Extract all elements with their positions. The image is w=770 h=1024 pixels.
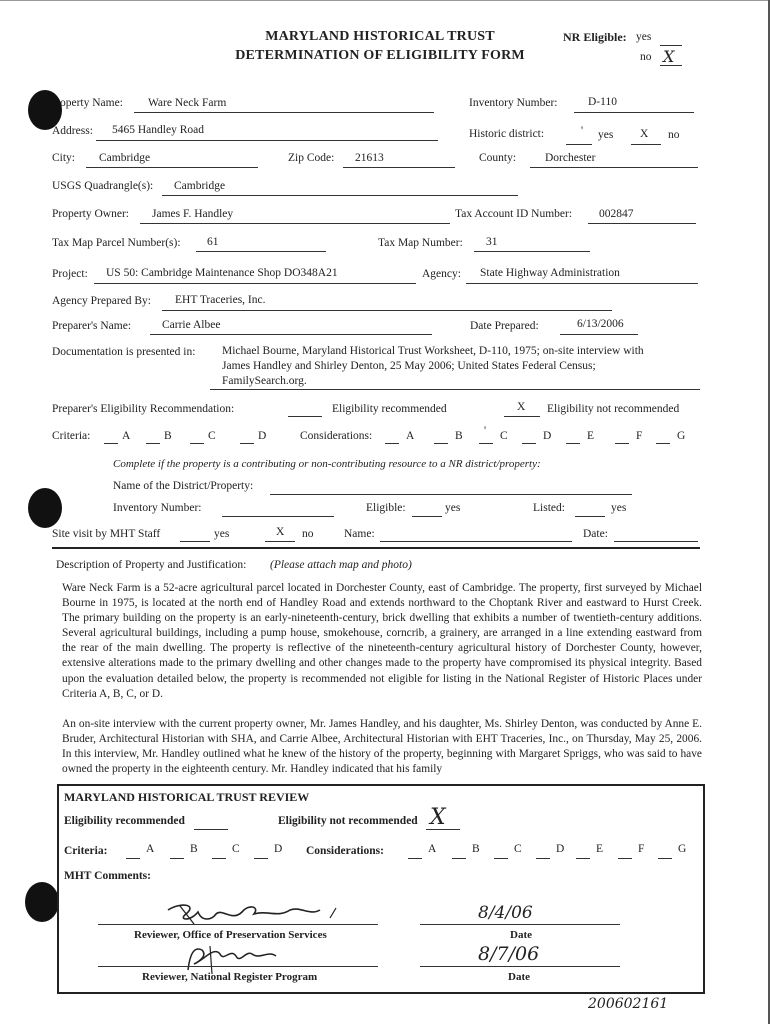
historic-district-label: Historic district: [469, 128, 545, 140]
reviewer-1-label: Reviewer, Office of Preservation Services [134, 929, 327, 941]
listed-yes: yes [611, 502, 627, 514]
site-visit-name-line [380, 541, 572, 542]
inventory-number-line [574, 112, 694, 113]
consid-d-line [522, 443, 536, 444]
criteria-c-line [190, 443, 204, 444]
review-not-recommended-line [426, 829, 460, 830]
punch-hole-bottom [25, 882, 59, 922]
reviewer-2-label: Reviewer, National Register Program [142, 971, 318, 983]
review-consid-a: A [428, 843, 437, 855]
site-visit-name-label: Name: [344, 528, 375, 540]
review-criteria-c: C [232, 843, 240, 855]
historic-no-line [631, 144, 661, 145]
description-paragraph-1: Ware Neck Farm is a 52-acre agricultural parcel located in Dorchester County, east of Cambridge. The property, first surveyed by Michael Bourne in 1975, is located at the north end of Handley Road and extends northward to the Choptank River and eastward to Hurst Creek. The primary building on the property is an early-nineteenth-century, brick dwelling that exhibits a number of twentieth-century additions. Several agricultural buildings, including a pump house, smokehouse, corncrib, a grainery, are arranged in a line extending eastward from the rear of the main dwelling. The property is reflective of the nineteenth-century agricultural history of Dorchester County, however, extensive alterations made to the primary dwelling and other changes made to the property have compromised its physical integrity. Based upon the evaluation detailed below, the property is recommended not eligible for listing in the National Register of Historic Places under Criteria A, B, C, or D. [62, 582, 702, 700]
property-name-label: operty Name: [60, 97, 123, 109]
form-title: MARYLAND HISTORICAL TRUST [265, 29, 495, 44]
owner-line [140, 223, 450, 224]
nr-eligible-label: NR Eligible: [563, 30, 627, 44]
review-criteria-a-line [126, 858, 140, 859]
consid-d: D [543, 430, 552, 442]
description-label: Description of Property and Justification: [56, 559, 247, 571]
site-visit-label: Site visit by MHT Staff [52, 528, 161, 540]
eligible-line [412, 516, 442, 517]
county-line [530, 167, 698, 168]
nr-no-mark: X [663, 47, 675, 66]
property-name-line [134, 112, 434, 113]
parcel-label: Tax Map Parcel Number(s): [52, 237, 181, 249]
review-consid-b: B [472, 843, 480, 855]
date-prepared-label: Date Prepared: [470, 320, 539, 332]
date-2-line [420, 966, 620, 967]
city-label: City: [52, 152, 76, 164]
agency-line [466, 283, 698, 284]
tax-account-line [588, 223, 696, 224]
review-criteria-b: B [190, 843, 198, 855]
nr-no: no [640, 51, 652, 63]
usgs-value: Cambridge [174, 180, 226, 192]
page-top-edge [0, 0, 770, 1]
zip-line [343, 167, 455, 168]
eligible-label: Eligible: [366, 502, 406, 514]
consid-e: E [587, 430, 595, 442]
criteria-d: D [258, 430, 267, 442]
historic-yes-mark: ' [581, 125, 584, 137]
review-consid-e-line [576, 858, 590, 859]
criteria-d-line [240, 443, 254, 444]
documentation-line-2: James Handley and Shirley Denton, 25 May 2006; United States Federal Census; [222, 360, 596, 372]
form-subtitle: DETERMINATION OF ELIGIBILITY FORM [235, 48, 525, 63]
description-note: (Please attach map and photo) [270, 559, 412, 571]
footer-id: 200602161 [588, 996, 669, 1012]
listed-line [575, 516, 605, 517]
not-recommended-mark: X [517, 401, 526, 413]
documentation-line [210, 389, 700, 390]
historic-yes-line [566, 144, 592, 145]
criteria-c: C [208, 430, 216, 442]
criteria-a-line [104, 443, 118, 444]
review-consid-g-line [658, 858, 672, 859]
site-visit-no-line [265, 541, 295, 542]
eligible-yes: yes [445, 502, 461, 514]
review-considerations-label: Considerations: [306, 845, 384, 857]
considerations-label: Considerations: [300, 430, 373, 442]
review-criteria-d-line [254, 858, 268, 859]
agency-value: State Highway Administration [480, 267, 620, 279]
consid-a: A [406, 430, 415, 442]
documentation-line-3: FamilySearch.org. [222, 375, 307, 387]
tax-map-line [474, 251, 590, 252]
review-criteria-a: A [146, 843, 155, 855]
review-consid-g: G [678, 843, 687, 855]
county-label: County: [479, 152, 517, 164]
criteria-b: B [164, 430, 172, 442]
review-criteria-c-line [212, 858, 226, 859]
review-consid-c-line [494, 858, 508, 859]
zip-value: 21613 [355, 152, 384, 164]
review-criteria-label: Criteria: [64, 845, 108, 857]
review-not-recommended-mark: X [430, 805, 446, 830]
description-paragraph-2: An on-site interview with the current property owner, Mr. James Handley, and his daughter, Ms. Shirley Denton, was conducted by Anne E. Bruder, Architectural Historian with SHA, and Carrie Albee, Architectural Historian with EHT Traceries, Inc., on Thursday, May 25, 2006. In this interview, Mr. Handley outlined what he knew of the history of the property, beginning with Margaret Spriggs, who was said to have owned the property in the eighteenth century. Mr. Handley indicated that his family [62, 718, 702, 776]
contrib-inventory-label: Inventory Number: [113, 502, 202, 514]
owner-label: Property Owner: [52, 208, 129, 220]
consid-g: G [677, 430, 686, 442]
criteria-a: A [122, 430, 131, 442]
parcel-value: 61 [207, 236, 219, 248]
tax-account-label: Tax Account ID Number: [455, 208, 573, 220]
contrib-inventory-line [222, 516, 334, 517]
documentation-line-1: Michael Bourne, Maryland Historical Trust Worksheet, D-110, 1975; on-site interview with [222, 345, 644, 357]
consid-c-line [479, 443, 493, 444]
reviewer-1-line [98, 924, 378, 925]
review-consid-d: D [556, 843, 565, 855]
review-criteria-b-line [170, 858, 184, 859]
date-1-label: Date [510, 929, 532, 941]
not-recommended-line [504, 416, 540, 417]
review-recommended-line [194, 829, 228, 830]
site-visit-yes-line [180, 541, 210, 542]
consid-f: F [636, 430, 643, 442]
consid-a-line [385, 443, 399, 444]
recommended-text: Eligibility recommended [332, 403, 447, 415]
address-value: 5465 Handley Road [112, 124, 204, 136]
review-consid-d-line [536, 858, 550, 859]
mht-comments-label: MHT Comments: [64, 870, 151, 882]
review-recommended: Eligibility recommended [64, 815, 185, 827]
consid-f-line [615, 443, 629, 444]
tax-map-label: Tax Map Number: [378, 237, 463, 249]
site-visit-yes: yes [214, 528, 230, 540]
project-label: Project: [52, 268, 88, 280]
owner-value: James F. Handley [152, 208, 234, 220]
date-2-value: 8/7/06 [478, 943, 540, 965]
date-1-value: 8/4/06 [478, 903, 533, 923]
date-prepared-value: 6/13/2006 [577, 318, 624, 330]
zip-label: Zip Code: [288, 152, 335, 164]
review-title: MARYLAND HISTORICAL TRUST REVIEW [64, 790, 310, 804]
consid-c-mark: ' [484, 425, 487, 437]
historic-no-mark: X [640, 128, 649, 140]
punch-hole-middle [28, 488, 62, 528]
date-2-label: Date [508, 971, 530, 983]
historic-yes: yes [598, 129, 614, 141]
criteria-label: Criteria: [52, 430, 91, 442]
contributing-note: Complete if the property is a contributing or non-contributing resource to a NR district/property: [113, 458, 541, 470]
site-visit-date-label: Date: [583, 528, 608, 540]
preparer-value: Carrie Albee [162, 319, 221, 331]
review-not-recommended: Eligibility not recommended [278, 815, 418, 827]
inventory-number-value: D-110 [588, 96, 617, 108]
agency-prepared-label: Agency Prepared By: [52, 295, 151, 307]
consid-g-line [656, 443, 670, 444]
district-line [270, 494, 632, 495]
parcel-line [196, 251, 326, 252]
recommendation-label: Preparer's Eligibility Recommendation: [52, 403, 235, 415]
not-recommended-text: Eligibility not recommended [547, 403, 680, 415]
district-label: Name of the District/Property: [113, 480, 254, 492]
agency-label: Agency: [422, 268, 461, 280]
preparer-line [150, 334, 432, 335]
recommended-line [288, 416, 322, 417]
county-value: Dorchester [545, 152, 596, 164]
tax-account-value: 002847 [599, 208, 634, 220]
review-consid-a-line [408, 858, 422, 859]
reviewer-2-line [98, 966, 378, 967]
review-criteria-d: D [274, 843, 283, 855]
inventory-number-label: Inventory Number: [469, 97, 558, 109]
section-divider [52, 547, 700, 549]
review-consid-f-line [618, 858, 632, 859]
address-label: Address: [52, 125, 93, 137]
agency-prepared-value: EHT Traceries, Inc. [175, 294, 266, 306]
city-value: Cambridge [99, 152, 151, 164]
site-visit-date-line [614, 541, 698, 542]
usgs-line [162, 195, 518, 196]
address-line [96, 140, 438, 141]
city-line [86, 167, 258, 168]
usgs-label: USGS Quadrangle(s): [52, 180, 154, 192]
consid-b: B [455, 430, 463, 442]
date-prepared-line [560, 334, 638, 335]
review-consid-c: C [514, 843, 522, 855]
review-consid-b-line [452, 858, 466, 859]
preparer-label: Preparer's Name: [52, 320, 132, 332]
project-value: US 50: Cambridge Maintenance Shop DO348A21 [106, 267, 338, 279]
listed-label: Listed: [533, 502, 565, 514]
documentation-label: Documentation is presented in: [52, 346, 196, 358]
agency-prepared-line [162, 310, 612, 311]
consid-b-line [434, 443, 448, 444]
site-visit-no: no [302, 528, 314, 540]
nr-yes: yes [636, 31, 652, 43]
property-name-value: Ware Neck Farm [148, 97, 227, 109]
site-visit-mark: X [276, 526, 285, 538]
consid-e-line [566, 443, 580, 444]
historic-no: no [668, 129, 680, 141]
review-consid-e: E [596, 843, 604, 855]
criteria-b-line [146, 443, 160, 444]
nr-yes-line [660, 45, 682, 46]
review-consid-f: F [638, 843, 645, 855]
date-1-line [420, 924, 620, 925]
project-line [94, 283, 416, 284]
tax-map-value: 31 [486, 236, 498, 248]
punch-hole-top [28, 90, 62, 130]
consid-c: C [500, 430, 508, 442]
